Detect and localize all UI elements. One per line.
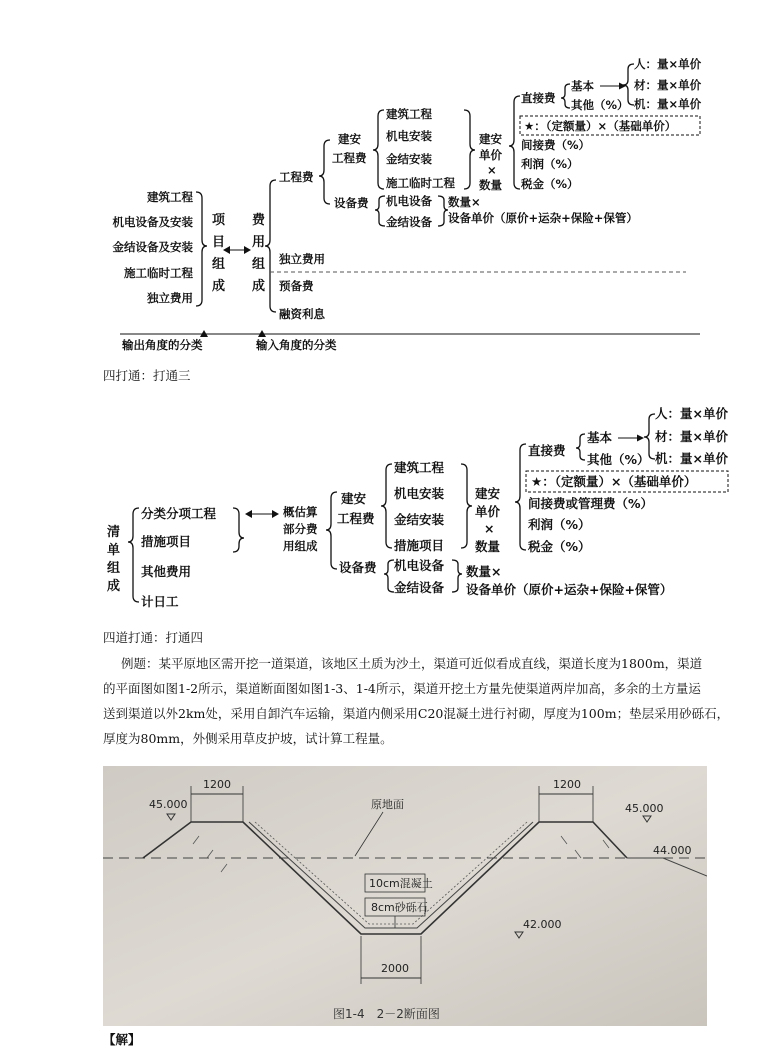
d1-equipment-formula: 设备单价（原价+运杂+保险+保管） [448,211,638,225]
d1-material: 材：量×单价 [634,78,702,92]
d2-basic-arrowhead [637,435,644,442]
d1-left-item: 机电设备及安装 [112,215,193,229]
d1-brace-equipment [375,196,385,226]
d2-estimate-label: 概估算 [283,505,318,519]
d2-material: 材：量×单价 [655,429,728,444]
d2-other: 其他（%） [587,452,650,467]
d2-direct-fee: 直接费 [528,443,566,458]
d2-estimate-label: 用组成 [283,539,318,553]
elev-bottom: 42.000 [523,918,562,931]
d1-equipment-formula: 数量× [448,195,481,209]
d2-install-item: 措施项目 [394,538,445,553]
d2-estimate-label: 部分费 [283,522,318,536]
d2-tax: 税金（%） [528,539,591,554]
d2-brace-estimate [326,492,337,569]
d2-labor: 人：量×单价 [655,406,728,421]
d1-cost-char: 费 [252,213,266,228]
d2-bill-char: 单 [107,543,121,558]
d2-brace-install-right [461,464,472,548]
d2-left-item: 措施项目 [141,534,192,549]
d1-equipment-item: 金结设备 [386,215,432,229]
d1-brace-install [373,110,384,189]
example-line: 送到渠道以外2km处，采用自卸汽车运输，渠道内侧采用C20混凝土进行衬砌，厚度为100m；垫层采用砂砾石， [103,706,730,721]
d1-left-item: 金结设备及安装 [112,240,193,254]
solution-label: 【解】 [103,1032,141,1047]
diagram-cost-classification [0,0,783,380]
d1-brace-install-right [464,110,475,189]
d2-left-item: 计日工 [141,594,179,609]
d2-brace-bill [128,508,139,602]
d1-profit: 利润（%） [521,157,579,171]
d2-basic: 基本 [587,430,613,445]
d1-install-item: 建筑工程 [386,107,432,121]
d1-indirect-fee: 间接费（%） [521,138,591,152]
d1-left-item: 建筑工程 [147,190,193,204]
d2-install-fee: 工程费 [337,511,375,526]
concrete-label: 10cm混凝土 [369,877,433,890]
d1-basic-arrowhead [619,83,626,90]
dim-bottom-label: 2000 [381,962,409,975]
d2-brace-price [515,444,526,550]
d2-brace-direct [576,434,585,460]
d1-left-item: 施工临时工程 [124,266,193,280]
dim-right-label: 1200 [553,778,581,791]
d1-unit-price: 建安 [479,132,502,146]
photo-background [103,766,707,1026]
d2-install-item: 机电安装 [394,486,445,501]
elev-right: 45.000 [625,802,664,815]
d1-brace-engineering [319,140,330,204]
elev-right-low: 44.000 [653,844,692,857]
d2-equipment-fee: 设备费 [339,560,377,575]
d1-tax: 税金（%） [521,177,579,191]
d1-input-label: 输入角度的分类 [256,338,337,352]
example-line: 例题：某平原地区需开挖一道渠道，该地区土质为沙土，渠道可近似看成直线，渠道长度为1800m，渠道 [121,656,703,671]
d2-unit-price: × [484,521,495,536]
d2-install-item: 金结安装 [394,512,445,527]
d1-install-item: 金结安装 [386,152,432,166]
d1-unit-price: 单价 [479,148,502,162]
d1-direct-fee: 直接费 [521,91,556,105]
d2-brace-equipment [384,560,394,592]
d1-output-label: 输出角度的分类 [122,338,203,352]
d1-reserve-fee: 预备费 [279,279,314,293]
d1-other: 其他（%） [571,98,629,112]
d1-left-item: 独立费用 [147,291,193,305]
d1-star-formula: ★：（定额量）×（基础单价） [524,119,677,133]
elev-left: 45.000 [149,798,188,811]
d2-indirect-fee: 间接费或管理费（%） [528,496,654,511]
figure-caption: 图1-4 2－2断面图 [333,1007,440,1021]
d2-equipment-formula: 设备单价（原价+运杂+保险+保管） [466,582,673,597]
d2-brace-install [381,464,392,548]
d1-left-brace-main [265,180,276,312]
d2-machine: 机：量×单价 [655,451,728,466]
d1-install-item: 施工临时工程 [386,176,455,190]
ground-label: 原地面 [371,798,404,811]
d1-cost-char: 用 [252,235,266,250]
d1-labor: 人：量×单价 [634,57,702,71]
d2-unit-price: 数量 [475,539,501,554]
d2-install-fee: 建安 [341,491,367,506]
d1-brace-price [509,96,520,189]
d1-project-char: 成 [212,279,226,294]
d1-independent-fee: 独立费用 [279,252,325,266]
d1-equipment-fee: 设备费 [334,196,369,210]
cross-section-photo [103,766,707,1026]
d2-equipment-formula: 数量× [466,564,502,579]
d2-bill-char: 成 [107,579,121,594]
d2-brace-left-right [233,508,244,552]
d2-unit-price: 建安 [475,486,501,501]
example-line: 厚度为80mm，外侧采用草皮护坡，试计算工程量。 [103,731,393,746]
diagram-bill-composition [0,396,783,626]
d1-project-char: 项 [212,213,226,228]
d1-brace-equipment-right [438,196,448,226]
d1-financing-interest: 融资利息 [279,307,325,321]
d1-right-brace [196,192,207,306]
d2-profit: 利润（%） [528,517,591,532]
d2-brace-equipment-right [452,560,462,592]
d1-unit-price: 数量 [479,178,502,192]
d2-equipment-item: 金结设备 [394,580,445,595]
d1-cost-char: 成 [252,279,266,294]
d2-equipment-item: 机电设备 [394,558,445,573]
gravel-label: 8cm砂砾石 [371,901,428,914]
heading-open-three: 四打通：打通三 [103,368,191,383]
d1-install-fee: 建安 [338,132,361,146]
d1-equipment-item: 机电设备 [386,194,432,208]
d2-left-item: 分类分项工程 [141,506,217,521]
d1-cost-char: 组 [252,257,266,272]
dim-left-label: 1200 [203,778,231,791]
d2-star-formula: ★：（定额量）×（基础单价） [531,474,697,489]
example-line: 的平面图如图1-2所示，渠道断面图如图1-3、1-4所示，渠道开挖土方量先使渠道两岸加高，多余的土方量运 [103,681,701,696]
d2-left-item: 其他费用 [141,564,192,579]
d1-project-char: 目 [212,235,226,250]
d1-install-fee: 工程费 [332,151,367,165]
d1-basic: 基本 [571,79,594,93]
d1-install-item: 机电安装 [386,129,432,143]
d1-engineering-fee: 工程费 [279,170,314,184]
d2-install-item: 建筑工程 [394,460,445,475]
d2-unit-price: 单价 [475,504,501,519]
d1-project-char: 组 [212,257,226,272]
heading-open-four: 四道打通：打通四 [103,630,204,645]
d1-brace-direct [561,84,570,108]
d1-machine: 机：量×单价 [634,97,702,111]
d2-bill-char: 清 [107,525,121,540]
d1-unit-price: × [487,163,497,177]
d2-bill-char: 组 [107,561,121,576]
